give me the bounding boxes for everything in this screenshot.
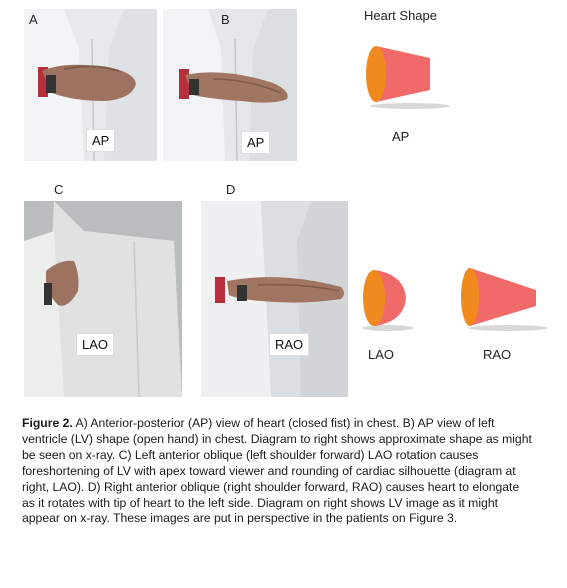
photo-panel-c (24, 201, 182, 397)
lao-shape-label: LAO (368, 347, 395, 362)
caption-text: A) Anterior-posterior (AP) view of heart (closed fist) in chest. B) AP view of left ventricle (LV) shape (open hand) in chest. Diagram to right shows approximate shape as might be seen on x-ray. C) Left anterior oblique (left shoulder forward) LAO rotation causes foreshortening of LV with apex toward viewer and rounding of cardiac silhouette (diagram at right, LAO). D) Right anterior oblique (right shoulder forward, RAO) causes heart to elongate as it rotates with tip of heart to the left side. Diagram on right shows LV image as it might appear on x-ray. These images are put in perspective in the patients on Figure 3. (22, 416, 532, 526)
panel-tag-c: LAO (76, 333, 114, 356)
photo-panel-a (24, 9, 157, 161)
panel-letter-d: D (226, 182, 236, 197)
photo-panel-b (163, 9, 297, 161)
panel-tag-b: AP (241, 131, 270, 154)
rao-cone-diagram (452, 264, 548, 334)
panel-tag-d: RAO (269, 333, 309, 356)
coat-rao-photo (201, 201, 348, 397)
lao-shape-diagram (354, 266, 414, 336)
coat-lao-photo (24, 201, 182, 397)
coat-open-hand-photo (163, 9, 297, 161)
heart-shape-title: Heart Shape (364, 8, 437, 23)
ap-cone-diagram (360, 40, 450, 110)
panel-letter-b: B (221, 12, 230, 27)
photo-panel-d (201, 201, 348, 397)
ap-shape-label: AP (392, 129, 410, 144)
figure-caption (22, 416, 534, 527)
panel-letter-a: A (29, 12, 38, 27)
caption-label: Figure 2. (22, 416, 73, 430)
rao-shape-label: RAO (483, 347, 512, 362)
panel-letter-c: C (54, 182, 64, 197)
panel-tag-a: AP (86, 129, 115, 152)
